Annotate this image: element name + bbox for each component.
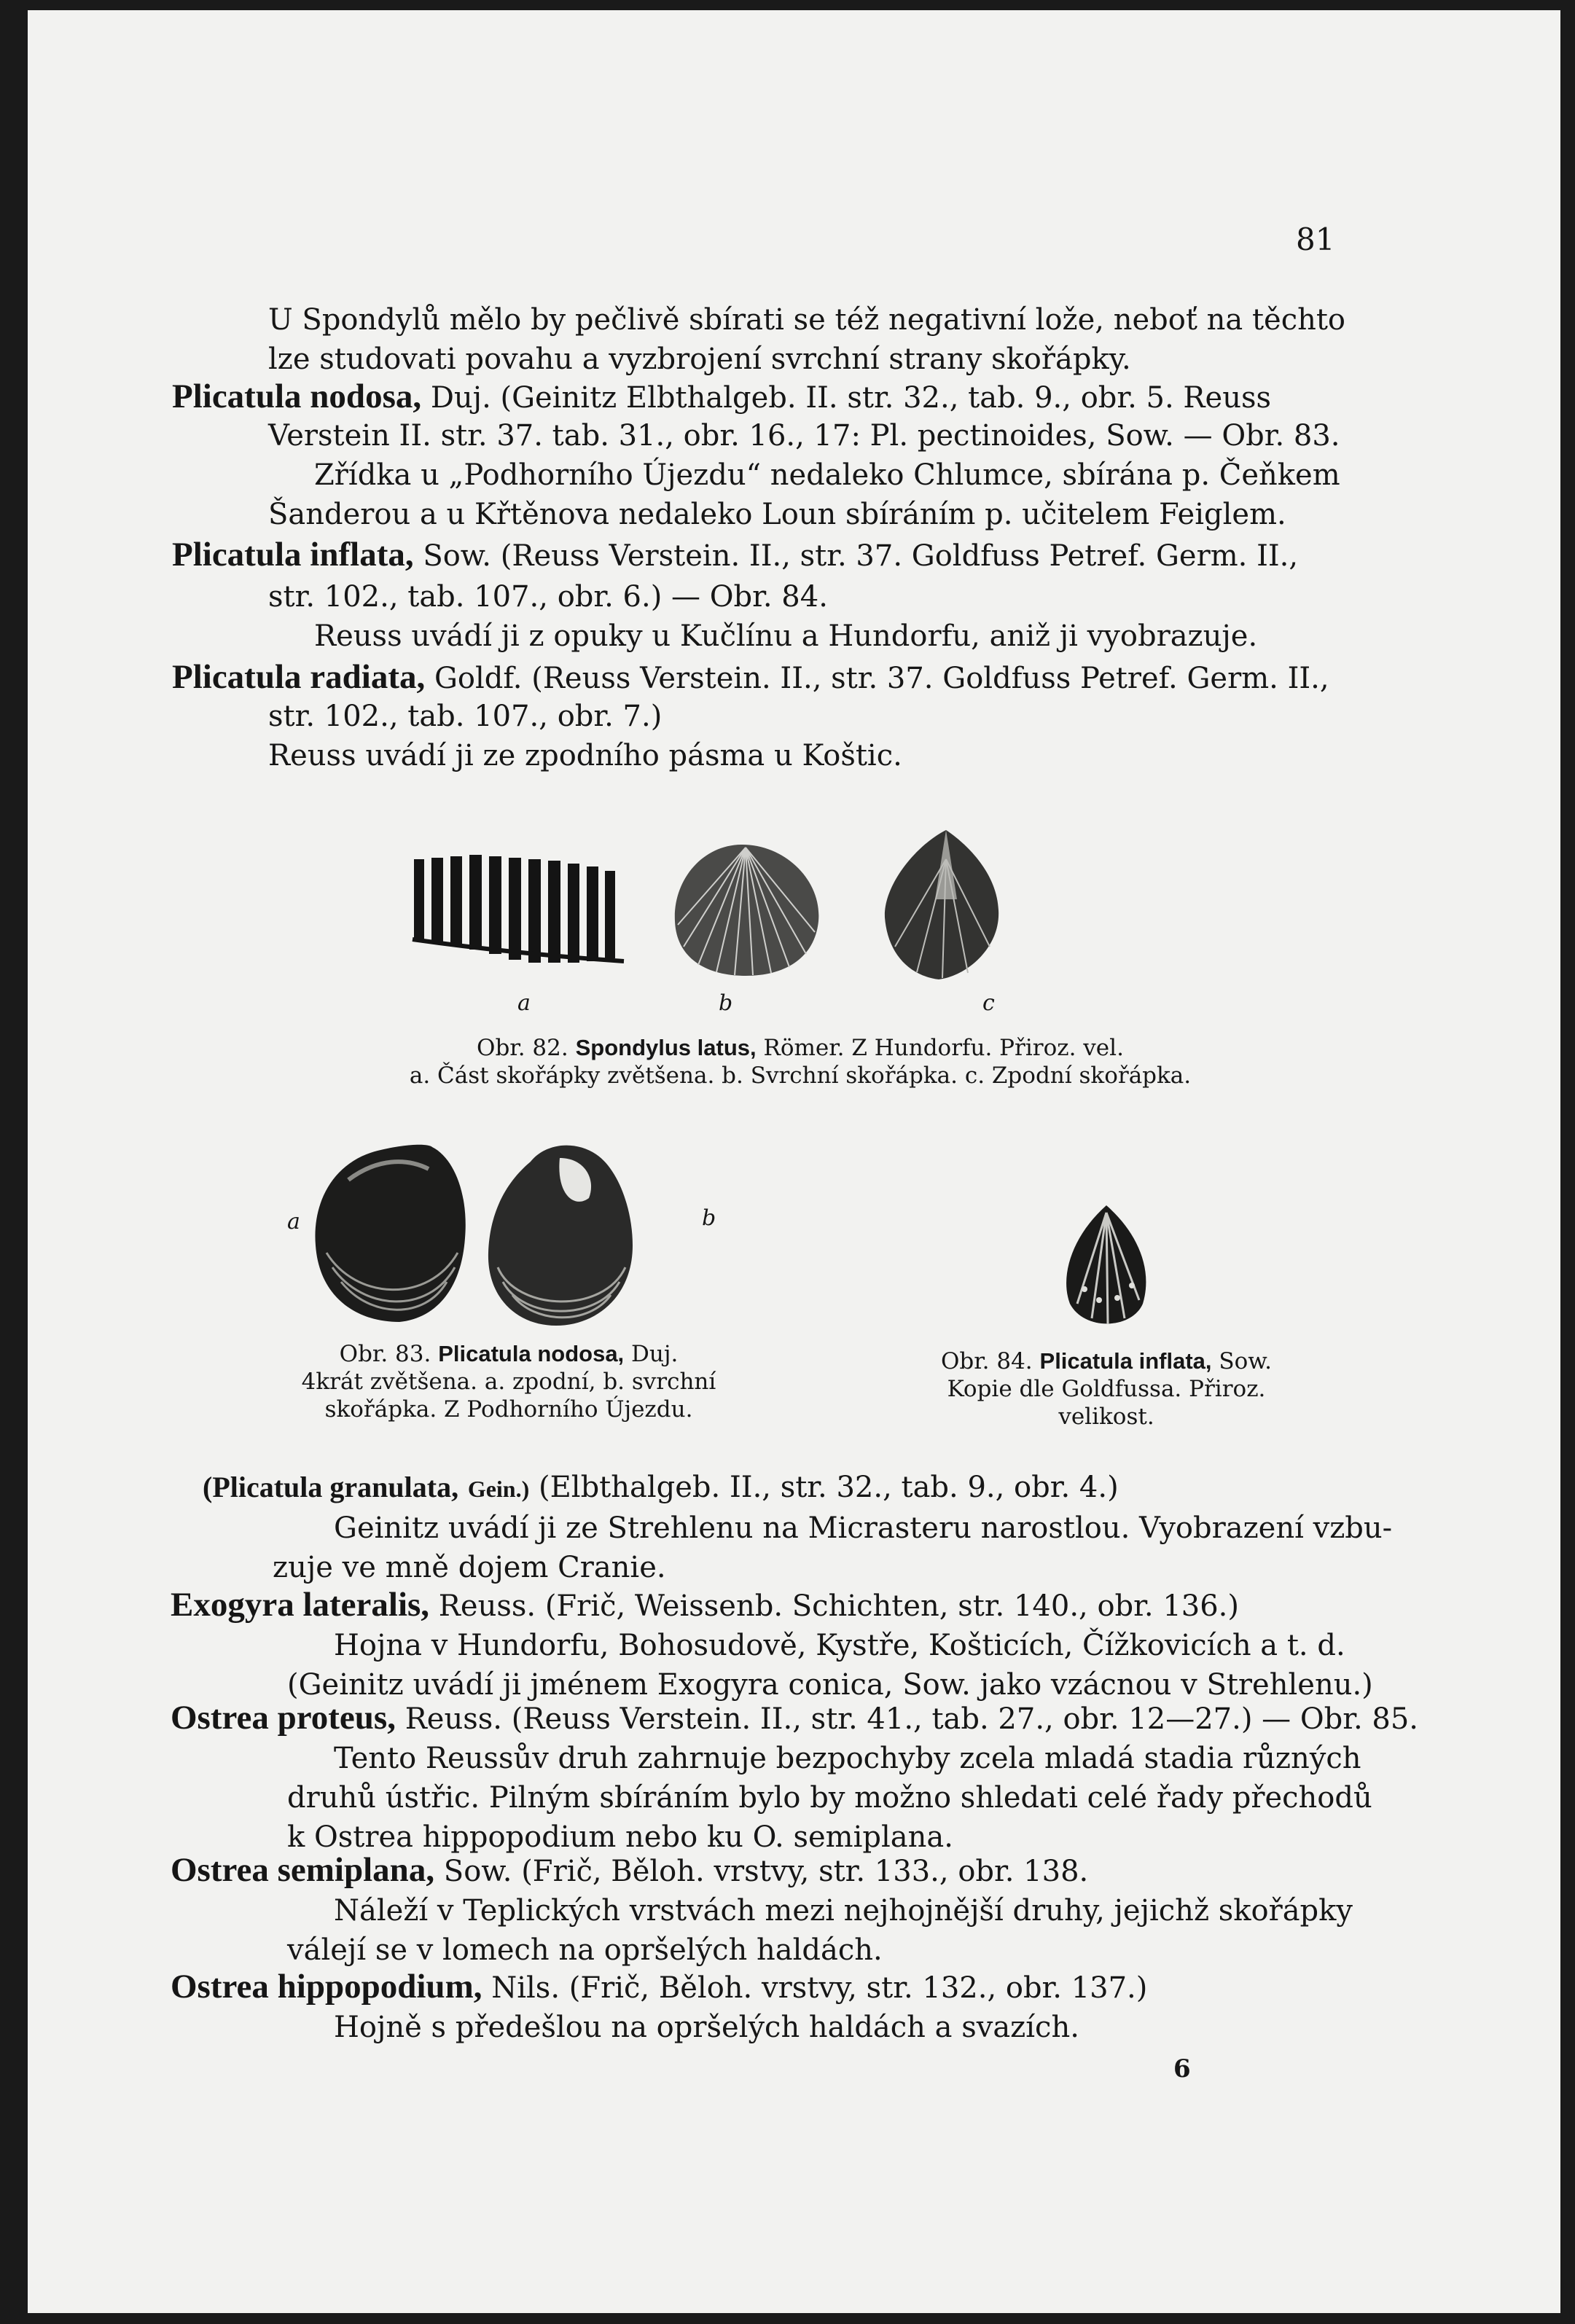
caption-species: Spondylus latus, bbox=[575, 1035, 757, 1060]
species-reference: Nils. (Frič, Běloh. vrstvy, str. 132., obr. 137.) bbox=[491, 1971, 1148, 2005]
entry-line: Tento Reussův druh zahrnuje bezpochyby zcela mladá stadia různých bbox=[334, 1742, 1361, 1775]
fig83a-lower-valve bbox=[315, 1145, 465, 1322]
entry-line: Hojně s předešlou na opršelých haldách a svazích. bbox=[334, 2011, 1079, 2044]
fig82-label-b: b bbox=[719, 990, 733, 1016]
entry-line: str. 102., tab. 107., obr. 6.) — Obr. 84. bbox=[268, 580, 828, 614]
caption-rest: Römer. Z Hundorfu. Přiroz. vel. bbox=[763, 1035, 1124, 1061]
species-name: Exogyra lateralis, bbox=[171, 1586, 430, 1624]
figure-83-images bbox=[297, 1129, 720, 1347]
caption-author: Sow. bbox=[1219, 1348, 1273, 1374]
caption-line: Kopie dle Goldfussa. Přiroz. bbox=[947, 1376, 1266, 1402]
caption-line: skořápka. Z Podhorního Újezdu. bbox=[324, 1396, 693, 1423]
fig83-label-a: a bbox=[287, 1209, 300, 1235]
caption-line: 4krát zvětšena. a. zpodní, b. svrchní bbox=[301, 1369, 716, 1395]
fig82-caption bbox=[348, 1034, 1252, 1089]
species-reference: Goldf. (Reuss Verstein. II., str. 37. Goldfuss Petref. Germ. II., bbox=[434, 662, 1329, 695]
fig82b-upper-valve bbox=[675, 845, 819, 976]
fig82c-lower-valve bbox=[885, 830, 998, 979]
entry-line: zuje ve mně dojem Cranie. bbox=[273, 1551, 666, 1584]
species-reference: Duj. (Geinitz Elbthalgeb. II. str. 32., tab. 9., obr. 5. Reuss bbox=[430, 381, 1272, 415]
entry-line: (Geinitz uvádí ji jménem Exogyra conica, Sow. jako vzácnou v Strehlenu.) bbox=[287, 1668, 1373, 1702]
entry-line: k Ostrea hippopodium nebo ku O. semiplana. bbox=[287, 1820, 953, 1854]
signature-mark: 6 bbox=[1173, 2054, 1191, 2084]
species-reference: Reuss. (Reuss Verstein. II., str. 41., tab. 27., obr. 12—27.) — Obr. 85. bbox=[405, 1702, 1419, 1736]
entry-line: válejí se v lomech na opršelých haldách. bbox=[287, 1933, 883, 1967]
entry-line: Zřídka u „Podhorního Újezdu“ nedaleko Chlumce, sbírána p. Čeňkem bbox=[314, 458, 1340, 492]
entry-line: Náleží v Teplických vrstvách mezi nejhojnější druhy, jejichž skořápky bbox=[334, 1894, 1353, 1928]
species-name: Plicatula nodosa, bbox=[172, 377, 422, 415]
caption-prefix: Obr. 83. bbox=[339, 1341, 431, 1367]
species-name: Ostrea hippopodium, bbox=[171, 1968, 482, 2006]
figure-84-image bbox=[1055, 1202, 1157, 1333]
fig83b-upper-valve bbox=[488, 1146, 633, 1326]
entry-line: Šanderou a u Křtěnova nedaleko Loun sbíráním p. učitelem Feiglem. bbox=[268, 498, 1286, 531]
entry-line: Hojna v Hundorfu, Bohosudově, Kystře, Košticích, Čížkovicích a t. d. bbox=[334, 1629, 1345, 1662]
caption-species: Plicatula inflata, bbox=[1039, 1348, 1212, 1374]
species-name: Ostrea proteus, bbox=[171, 1699, 396, 1737]
species-reference: Sow. (Frič, Běloh. vrstvy, str. 133., obr. 138. bbox=[443, 1855, 1089, 1888]
species-name: Plicatula inflata, bbox=[172, 536, 414, 574]
entry-line: Geinitz uvádí ji ze Strehlenu na Micrasteru narostlou. Vyobrazení vzbu- bbox=[334, 1511, 1393, 1545]
caption-species: Plicatula nodosa, bbox=[438, 1341, 625, 1366]
species-name: Plicatula radiata, bbox=[172, 658, 426, 696]
fig82-label-a: a bbox=[517, 990, 531, 1016]
entry-line: Reuss uvádí ji ze zpodního pásma u Koštic. bbox=[268, 739, 902, 772]
caption-prefix: Obr. 84. bbox=[940, 1348, 1033, 1374]
caption-line: velikost. bbox=[1058, 1404, 1154, 1430]
caption-prefix: Obr. 82. bbox=[477, 1035, 568, 1061]
intro-line: lze studovati povahu a vyzbrojení svrchní strany skořápky. bbox=[268, 343, 1131, 376]
intro-line: U Spondylů mělo by pečlivě sbírati se též negativní lože, neboť na těchto bbox=[268, 303, 1346, 337]
fig82-label-c: c bbox=[982, 990, 995, 1016]
entry-line: str. 102., tab. 107., obr. 7.) bbox=[268, 700, 663, 733]
species-name: (Plicatula granulata, bbox=[203, 1471, 459, 1503]
fig82a-shell-detail bbox=[413, 852, 624, 965]
entry-line: Verstein II. str. 37. tab. 31., obr. 16., 17: Pl. pectinoides, Sow. — Obr. 83. bbox=[268, 419, 1340, 453]
figure-82-images bbox=[407, 830, 1106, 1005]
species-name: Ostrea semiplana, bbox=[171, 1851, 435, 1889]
page bbox=[28, 10, 1560, 2313]
caption-line: a. Část skořápky zvětšena. b. Svrchní skořápka. c. Zpodní skořápka. bbox=[409, 1063, 1192, 1089]
species-reference: Reuss. (Frič, Weissenb. Schichten, str. 140., obr. 136.) bbox=[438, 1589, 1239, 1623]
page-number: 81 bbox=[1296, 222, 1335, 257]
entry-line: Reuss uvádí ji z opuky u Kučlínu a Hundorfu, aniž ji vyobrazuje. bbox=[314, 619, 1258, 653]
fig84-caption bbox=[888, 1347, 1325, 1431]
fig83-label-b: b bbox=[702, 1205, 716, 1231]
species-author: Gein.) bbox=[467, 1476, 530, 1502]
species-reference: (Elbthalgeb. II., str. 32., tab. 9., obr. 4.) bbox=[538, 1471, 1119, 1504]
fig83-caption bbox=[246, 1340, 771, 1423]
caption-author: Duj. bbox=[631, 1341, 679, 1367]
species-reference: Sow. (Reuss Verstein. II., str. 37. Goldfuss Petref. Germ. II., bbox=[423, 539, 1299, 573]
entry-line: druhů ústřic. Pilným sbíráním bylo by možno shledati celé řady přechodů bbox=[287, 1781, 1372, 1815]
